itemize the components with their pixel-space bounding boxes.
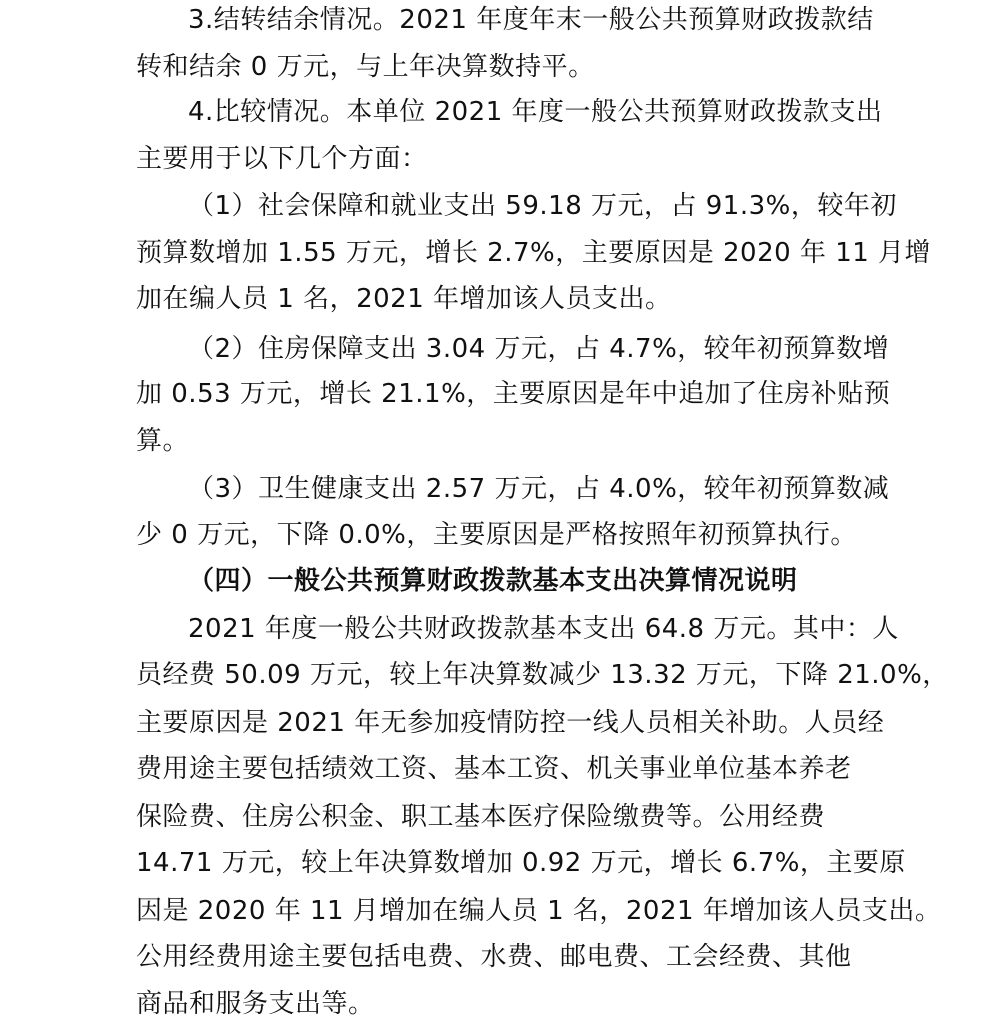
paragraph-line: 4.比较情况。本单位 2021 年度一般公共预算财政拨款支出 — [188, 97, 883, 127]
paragraph-line: 主要用于以下几个方面： — [136, 144, 428, 174]
paragraph-line: 算。 — [136, 426, 190, 456]
paragraph-line: 商品和服务支出等。 — [136, 989, 375, 1019]
paragraph-line: 2021 年度一般公共财政拨款基本支出 64.8 万元。其中：人 — [188, 614, 899, 644]
paragraph-line: 公用经费用途主要包括电费、水费、邮电费、工会经费、其他 — [136, 942, 852, 972]
paragraph-line: 预算数增加 1.55 万元，增长 2.7%，主要原因是 2020 年 11 月增 — [136, 238, 932, 268]
paragraph-line: （2）住房保障支出 3.04 万元，占 4.7%，较年初预算数增 — [188, 334, 890, 364]
paragraph-line: （1）社会保障和就业支出 59.18 万元，占 91.3%，较年初 — [188, 191, 897, 221]
paragraph-line: （3）卫生健康支出 2.57 万元，占 4.0%，较年初预算数减 — [188, 474, 890, 504]
paragraph-line: 3.结转结余情况。2021 年度年末一般公共预算财政拨款结 — [188, 5, 874, 35]
paragraph-line: 员经费 50.09 万元，较上年决算数减少 13.32 万元，下降 21.0%， — [136, 660, 949, 690]
paragraph-line: 转和结余 0 万元，与上年决算数持平。 — [136, 52, 595, 82]
paragraph-line: 因是 2020 年 11 月增加在编人员 1 名，2021 年增加该人员支出。 — [136, 896, 942, 926]
paragraph-line: 加 0.53 万元，增长 21.1%，主要原因是年中追加了住房补贴预 — [136, 379, 891, 409]
paragraph-line: 少 0 万元，下降 0.0%，主要原因是严格按照年初预算执行。 — [136, 520, 857, 550]
paragraph-line: 保险费、住房公积金、职工基本医疗保险缴费等。公用经费 — [136, 802, 826, 832]
paragraph-line: 加在编人员 1 名，2021 年增加该人员支出。 — [136, 284, 672, 314]
paragraph-line: 14.71 万元，较上年决算数增加 0.92 万元，增长 6.7%，主要原 — [136, 848, 906, 878]
section-heading: （四）一般公共预算财政拨款基本支出决算情况说明 — [188, 566, 798, 596]
paragraph-line: 主要原因是 2021 年无参加疫情防控一线人员相关补助。人员经 — [136, 708, 885, 738]
paragraph-line: 费用途主要包括绩效工资、基本工资、机关事业单位基本养老 — [136, 754, 852, 784]
